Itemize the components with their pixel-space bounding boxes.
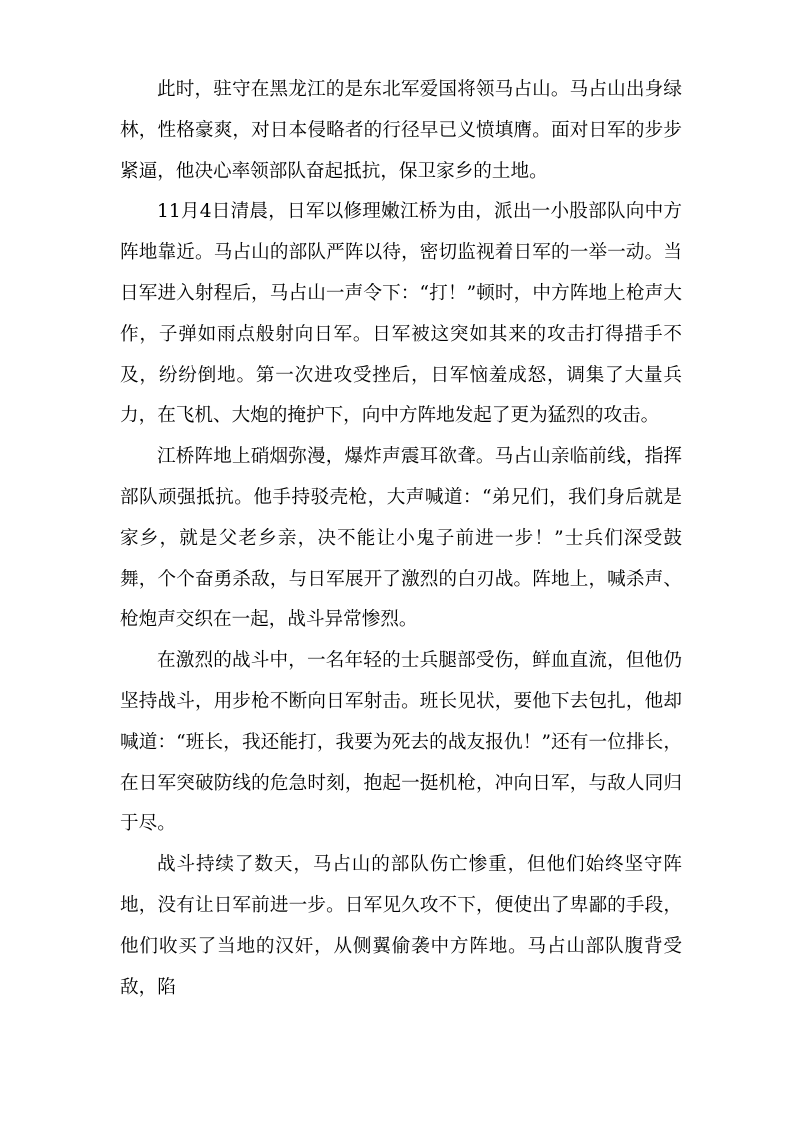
document-page xyxy=(120,70,682,1008)
paragraph: 11月4日清晨，日军以修理嫩江桥为由，派出一小股部队向中方阵地靠近。马占山的部队严阵以待，密切监视着日军的一举一动。当日军进入射程后，马占山一声令下：“打！”顿时，中方阵地上枪声大作，子弹如雨点般射向日军。日军被这突如其来的攻击打得措手不及，纷纷倒地。第一次进攻受挫后，日军恼羞成怒，调集了大量兵力，在飞机、大炮的掩护下，向中方阵地发起了更为猛烈的攻击。 xyxy=(120,201,682,427)
paragraph: 此时，驻守在黑龙江的是东北军爱国将领马占山。马占山出身绿林，性格豪爽，对日本侵略者的行径早已义愤填膺。面对日军的步步紧逼，他决心率领部队奋起抵抗，保卫家乡的土地。 xyxy=(120,79,682,182)
paragraph: 战斗持续了数天，马占山的部队伤亡惨重，但他们始终坚守阵地，没有让日军前进一步。日军见久攻不下，便使出了卑鄙的手段，他们收买了当地的汉奸，从侧翼偷袭中方阵地。马占山部队腹背受敌，陷 xyxy=(120,854,682,998)
paragraph: 在激烈的战斗中，一名年轻的士兵腿部受伤，鲜血直流，但他仍坚持战斗，用步枪不断向日军射击。班长见状，要他下去包扎，他却喊道：“班长，我还能打，我要为死去的战友报仇！”还有一位排长，在日军突破防线的危急时刻，抱起一挺机枪，冲向日军，与敌人同归于尽。 xyxy=(120,650,682,835)
paragraph: 江桥阵地上硝烟弥漫，爆炸声震耳欲聋。马占山亲临前线，指挥部队顽强抵抗。他手持驳壳枪，大声喊道：“弟兄们，我们身后就是家乡，就是父老乡亲，决不能让小鬼子前进一步！”士兵们深受鼓舞，个个奋勇杀敌，与日军展开了激烈的白刃战。阵地上，喊杀声、枪炮声交织在一起，战斗异常惨烈。 xyxy=(120,446,682,631)
